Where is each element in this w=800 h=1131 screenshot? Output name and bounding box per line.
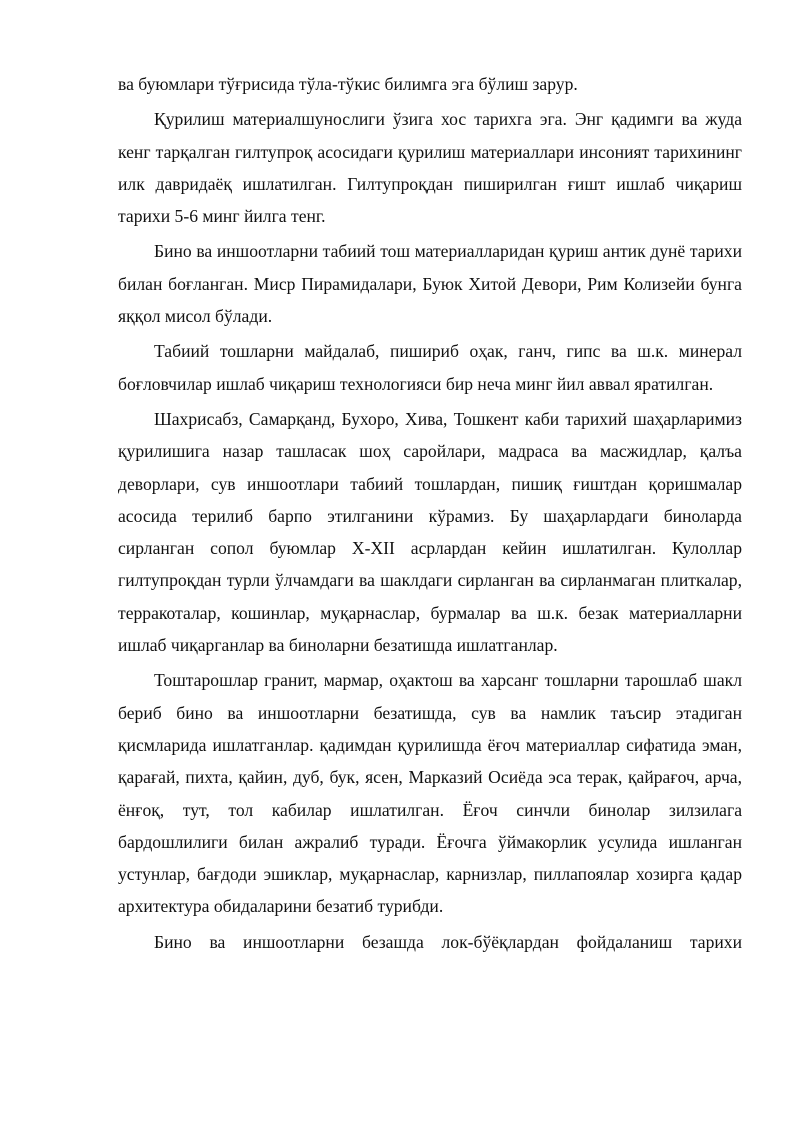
paragraph-stone-construction: Бино ва иншоотларни табиий тош материалларидан қуриш антик дунё тарихи билан боғланган. Миср Пирамидалари, Буюк Хитой Девори, Рим Колизейи бунга яққол мисол бўлади. (118, 241, 742, 327)
paragraph-continuation: ва буюмлари тўғрисида тўла-тўкис билимга эга бўлиш зарур. (118, 74, 578, 94)
paragraph-stone-and-wood: Тоштарошлар гранит, мармар, оҳактош ва харсанг тошларни тарошлаб шакл бериб бино ва иншоотларни безатишда, сув ва намлик таъсир этадиган қисмларида ишлатганлар. қадимдан қурилишда ёғоч материаллар сифатида эман, қарағай, пихта, қайин, дуб, бук, ясен, Марказий Осиёда эса терак, қайрағоч, арча, ёнғоқ, тут, тол кабилар ишлатилган. Ёғоч синчли бинолар зилзилага бардошлилиги билан ажралиб туради. Ёғочга ўймакорлик усулида ишланган устунлар, бағдоди эшиклар, муқарнаслар, карнизлар, пиллапоялар хозирга қадар архитектура обидаларини безатиб турибди. (118, 670, 742, 917)
paragraph-materials-history: Қурилиш материалшунослиги ўзига хос тарихга эга. Энг қадимги ва жуда кенг тарқалган гилтупроқ асосидаги қурилиш материаллари инсоният тарихининг илк давридаёқ ишлатилган. Гилтупроқдан пиширилган ғишт ишлаб чиқариш тарихи 5-6 минг йилга тенг. (118, 109, 742, 227)
paragraph-paints-history: Бино ва иншоотларни безашда лок-бўёқлардан фойдаланиш тарихи (154, 931, 742, 952)
paragraph-historic-cities: Шахрисабз, Самарқанд, Бухоро, Хива, Тошкент каби тарихий шаҳарларимиз қурилишига назар ташласак шоҳ саройлари, мадраса ва масжидлар, қалъа деворлари, сув иншоотлари табиий тошлардан, пишиқ ғиштдан қоришмалар асосида терилиб барпо этилганини кўрамиз. Бу шаҳарлардаги биноларда сирланган сопол буюмлар X-XII асрлардан кейин ишлатилган. Кулоллар гилтупроқдан турли ўлчамдаги ва шаклдаги сирланган ва сирланмаган плиткалар, терракоталар, кошинлар, муқарнаслар, бурмалар ва ш.к. безак материалларни ишлаб чиқарганлар ва биноларни безатишда ишлатганлар. (118, 408, 742, 656)
paragraph-mineral-binders: Табиий тошларни майдалаб, пишириб оҳак, ганч, гипс ва ш.к. минерал боғловчилар ишлаб чиқариш технологияси бир неча минг йил аввал яратилган. (118, 341, 742, 394)
